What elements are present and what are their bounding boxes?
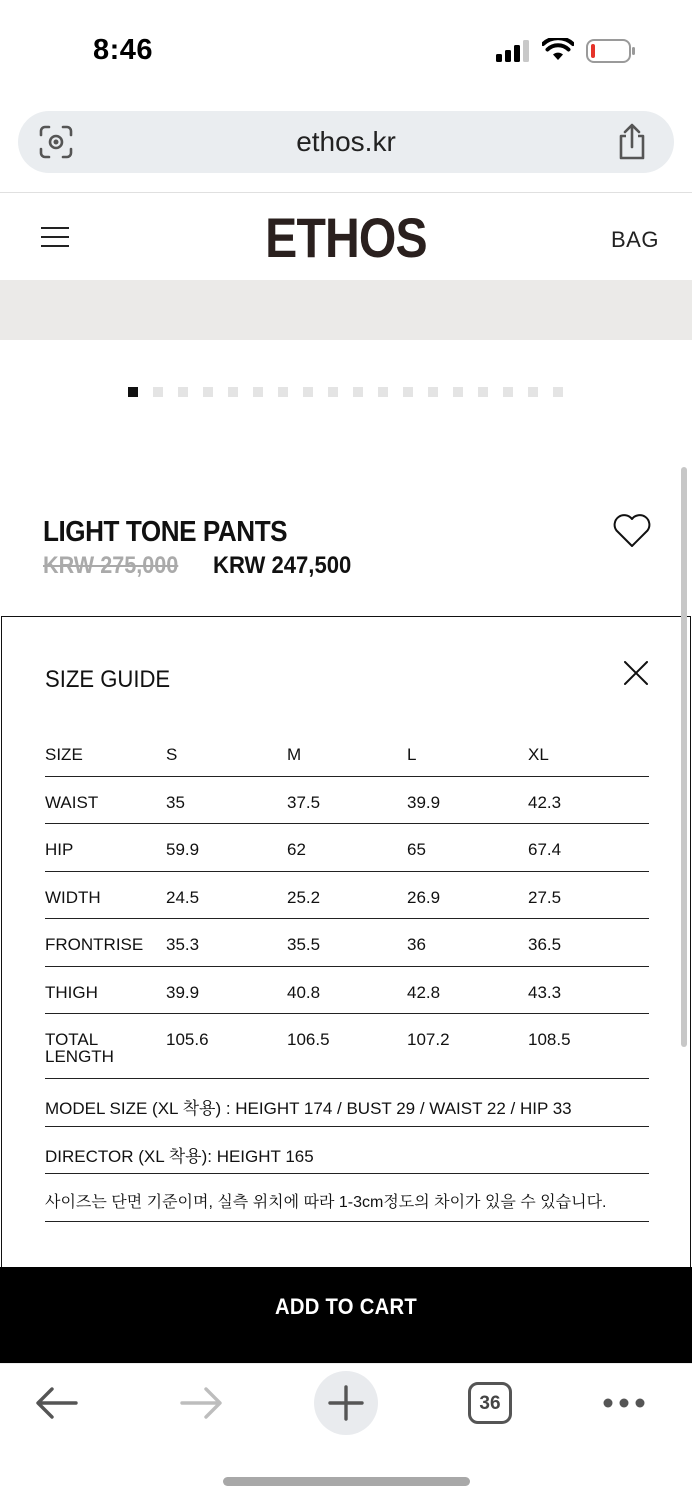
battery-icon [586,39,636,63]
carousel-dot[interactable] [203,387,213,397]
site-logo[interactable]: ETHOS [265,206,427,269]
carousel-pagination [128,387,563,397]
table-row [45,777,649,825]
more-dots-icon[interactable] [603,1398,645,1408]
table-cell: 35 [166,792,185,812]
carousel-dot[interactable] [178,387,188,397]
column-header: M [287,745,302,764]
carousel-dot[interactable] [303,387,313,397]
carousel-dot[interactable] [553,387,563,397]
table-cell: 43.3 [528,982,562,1002]
table-cell: 39.9 [407,792,441,812]
home-indicator [223,1477,470,1486]
address-bar[interactable] [18,111,674,173]
cellular-signal-icon [496,40,532,62]
table-cell: 36 [407,935,426,954]
table-cell: 24.5 [166,887,200,907]
table-row [45,824,649,872]
carousel-dot[interactable] [228,387,238,397]
carousel-dot[interactable] [403,387,413,397]
bag-link[interactable]: BAG [611,227,659,252]
table-row [45,967,649,1015]
table-cell: 42.3 [528,792,562,812]
carousel-dot[interactable] [153,387,163,397]
product-image-strip [0,280,692,340]
table-row [45,1014,649,1079]
column-header: L [407,745,417,764]
table-cell: 39.9 [166,982,200,1002]
column-header: S [166,745,178,764]
carousel-dot[interactable] [528,387,538,397]
carousel-dot[interactable] [503,387,513,397]
table-cell: 106.5 [287,1030,330,1049]
table-cell: 26.9 [407,887,441,907]
add-to-cart-button[interactable] [0,1267,692,1363]
table-cell: 65 [407,840,426,859]
note-text: DIRECTOR (XL 착용): HEIGHT 165 [45,1146,314,1166]
row-label-line: LENGTH [45,1047,114,1066]
close-icon[interactable] [624,661,648,685]
forward-arrow-icon[interactable] [180,1386,222,1420]
plus-icon [314,1371,378,1435]
column-header: XL [528,745,549,764]
row-label: WIDTH [45,887,101,907]
table-cell: 62 [287,840,306,859]
size-guide-title: SIZE GUIDE [45,666,171,693]
carousel-dot[interactable] [353,387,363,397]
table-cell: 27.5 [528,887,562,907]
row-label: HIP [45,840,74,859]
page-scrollbar[interactable] [681,467,687,1047]
note-text: MODEL SIZE (XL 착용) : HEIGHT 174 / BUST 29 / WAIST 22 / HIP 33 [45,1099,572,1118]
row-label: THIGH [45,982,98,1002]
carousel-dot[interactable] [253,387,263,397]
table-cell: 42.8 [407,982,441,1002]
product-title: LIGHT TONE PANTS [43,516,288,548]
table-header-row [45,729,649,777]
url-text: ethos.kr [296,126,396,157]
carousel-dot[interactable] [278,387,288,397]
carousel-dot[interactable] [378,387,388,397]
model-size-note [45,1079,649,1127]
share-icon[interactable] [616,123,648,161]
sale-price: KRW 247,500 [213,552,352,579]
table-cell: 108.5 [528,1030,571,1049]
table-cell: 37.5 [287,792,321,812]
table-cell: 105.6 [166,1030,209,1049]
tab-count: 36 [479,1393,501,1414]
site-header [0,192,692,280]
carousel-dot[interactable] [128,387,138,397]
table-row [45,919,649,967]
table-cell: 40.8 [287,982,321,1002]
tabs-button[interactable] [468,1382,512,1424]
table-cell: 35.5 [287,935,321,954]
wifi-icon [542,38,574,62]
carousel-dot[interactable] [328,387,338,397]
table-cell: 67.4 [528,840,562,859]
add-to-cart-label: ADD TO CART [274,1294,418,1319]
table-cell: 59.9 [166,840,200,859]
table-cell: 25.2 [287,887,321,907]
table-cell: 35.3 [166,935,200,954]
size-table [45,729,649,1222]
note-text: 사이즈는 단면 기준이며, 실측 위치에 따라 1-3cm정도의 차이가 있을 수 있습니다. [45,1194,607,1211]
carousel-dot[interactable] [428,387,438,397]
column-header: SIZE [45,745,83,764]
table-cell: 36.5 [528,935,562,954]
size-guide-modal [1,616,691,1276]
table-cell: 107.2 [407,1030,450,1049]
carousel-dot[interactable] [478,387,488,397]
row-label [45,1031,163,1065]
back-arrow-icon[interactable] [36,1386,78,1420]
row-label: WAIST [45,792,99,812]
original-price: KRW 275,000 [43,552,179,579]
director-size-note [45,1127,649,1175]
carousel-dot[interactable] [453,387,463,397]
table-row [45,872,649,920]
row-label: FRONTRISE [45,935,144,954]
status-bar [0,0,692,100]
measurement-disclaimer [45,1174,649,1222]
row-label-line: TOTAL [45,1030,99,1049]
status-time: 8:46 [93,34,154,66]
heart-icon[interactable] [612,513,652,549]
new-tab-button[interactable] [314,1371,378,1435]
